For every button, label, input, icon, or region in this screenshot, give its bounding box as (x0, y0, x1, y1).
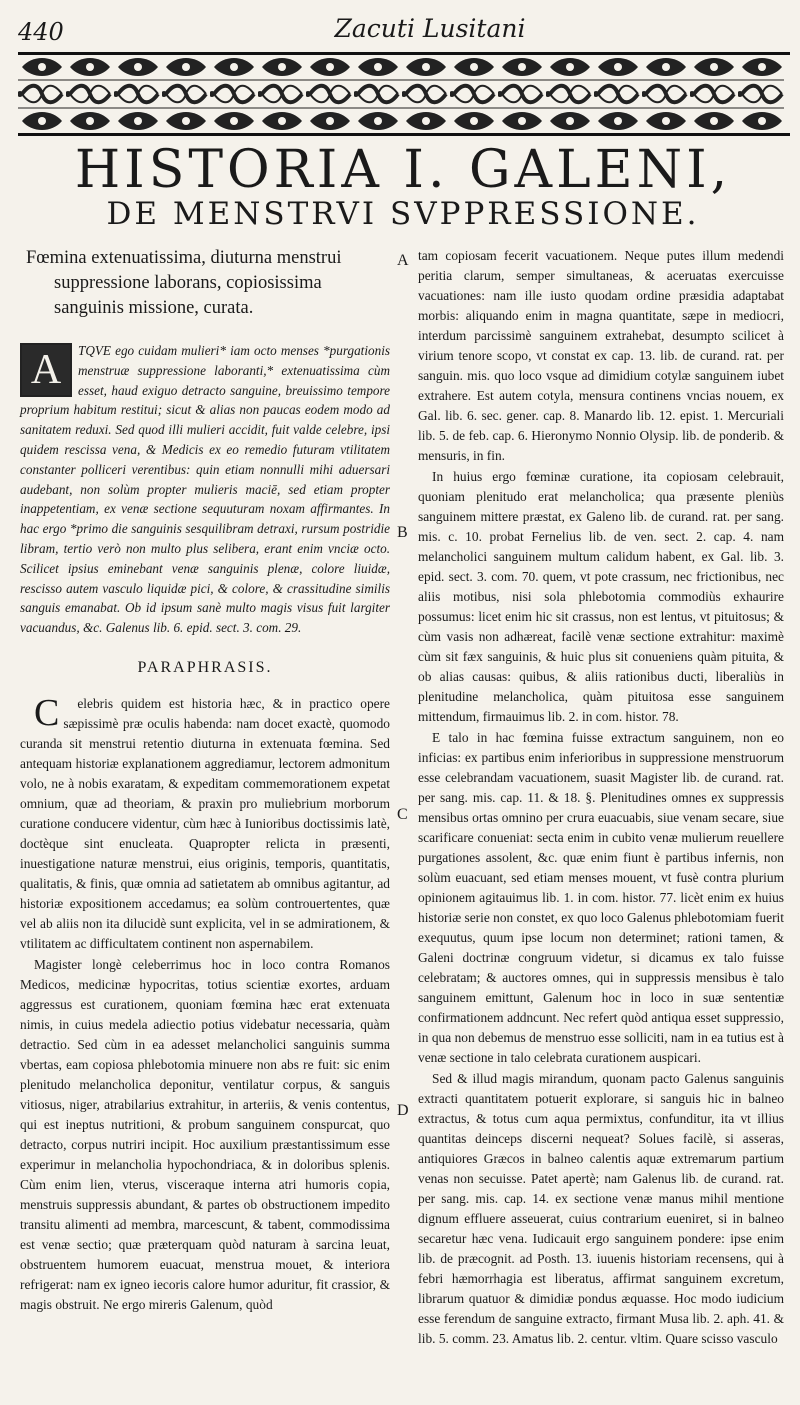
page-number: 440 (18, 18, 64, 46)
sub-title: DE MENSTRVI SVPPRESSIONE. (106, 196, 700, 232)
left-column (20, 246, 390, 1316)
ornament-pattern (18, 55, 784, 133)
running-title: Zacuti Lusitani (334, 14, 526, 43)
ornamental-band (18, 52, 790, 136)
body-paragraph: tam copiosam fecerit vacuationem. Neque putes illum medendi peritia clarum, semper simultaneas, & aceruatas exercuisse vacuationes: nam ille iusto quodam ordine præsidia adaptabat morbis: aliquando enim in magna quantitate, sæpe in mediocri, interdum parcissimè sanguinem extrahebat, desumpto scilicet à virium tenore scopo, vt constat ex cap. 13. lib. de curand. rat. per sanguin. mis. quo loco vsque ad dimidium cotylæ sanguinem iubet extrahere. Est autem cotyla, mensura continens vncias nouem, ex Gal. lib. 6. sec. gener. cap. 8. Manardo lib. 12. epist. 1. Mercuriali lib. 5. de feb. cap. 6. Hieronymo Nonnio Olysip. lib. de ponderib. & mensuris, in fin. (418, 248, 784, 463)
galen-case-text (20, 341, 390, 638)
margin-letter-c: C (397, 806, 408, 823)
body-paragraph: Sed & illud magis mirandum, quonam pacto Galenus sanguinis extracti quantitatem potuerit explorare, si sanguis hic in balneo extractus, & totus cum aqua permixtus, confunditur, ita vt illius quantitas deinceps discerni nequeat? Solues facilè, si asseras, antiquiores Græcos in balneo calentis aquæ extremarum partium venas non secuisse. Patet apertè; nam Galenus lib. de curand. rat. per sang. mis. cap. 14. ex sectione venæ manus mihil mentione dignum effluere asseuerat, cuius contrarium eueniret, si in balneo secaretur hæc vena. Iudicauit ergo sanguinem pondere: ipse enim lib. de præcognit. ad Posth. 13. iuuenis historiam recensens, qui à febri hæmorrhagia est liberatus, affirmat sanguinem excretum, librarum quatuor & dimidiæ pondus æquasse. Hoc modo iudicium esse ferendum de sanguine extracto, firmant Musa lib. 2. aph. 41. & lib. 5. comm. 23. Amatus lib. 2. centur. vltim. Quare scisso vasculo (418, 1071, 784, 1346)
summary-line-2: suppressione laborans, copiosissima (54, 273, 322, 293)
right-column (418, 246, 784, 1350)
case-text-body: TQVE ego cuidam mulieri* iam octo menses *purgationis menstruæ suppressione laboranti,* extenuatissima cùm esset, haud exiguo detracto sanguine, breuissimo tempore proprium habitum restitui; sicut & alias non paucas eodem modo ad sanitatem reduxi. Sed quod illi mulieri accidit, fuit valde celebre, ipsi quidem rescissa vena, & Medicis ex eo remedio futuram vtilitatem constanter polliceri verentibus: quin etiam nonnulli mihi aduersari audebant, non solùm propter mulieris maciē, sed etiam propter inappetentiam, ex venæ sectione sequuturam noxam affirmantes. In hac ergo *primo die sanguinis sesquilibram detraxi, rursum postridie libram, tertio verò non multo plus selibera, erant enim vnciæ octo. Scilicet ipsius eminebant venæ sanguinis plenæ, colore liuidæ, rescisso autem vasculo liquidæ pici, & colore, & crassitudine similis sanguis emanabat. Ob id ipsum sanè multo magis visus fuit largiter vacuandus, &c. Galenus lib. 6. epid. sect. 3. com. 29. (20, 343, 390, 636)
paraphrasis-paragraph: Magister longè celeberrimus hoc in loco contra Romanos Medicos, medicinæ hypocritas, totius scientiæ exortes, arduam aggressus est curationem, quoniam fœmina hæc erat extenuata nimis, in cuius medela adiectio potius videbatur necessaria, quàm detractio. Sed cùm in ea adesset melancholici sanguinis summa vbertas, eam copiosa phlebotomia minuere non abs re fuit: sic enim plenitudo melancholica deponitur, ventilatur corpus, & sanguis vitiosus, niger, atrabilarius extrahitur, in arteriis, & venis contentus, qui est ineptus nutritioni, & probum sanguinem conspurcat, quo detracto, corpus nutriri incipit. Hoc auxilium præstantissimum esse experimur in melancholia hypochondriaca, & in doloribus splenis. Cùm enim lien, vterus, visceraque interna atri humoris copia, menstruis suppressis abundant, & partes ob obstructionem impedito transitu alimenti ad membra, marcescunt, & tabent, commodissima est venæ sectio; quæ præterquam quòd naturam à sarcina leuat, obstruentem humorem euacuat, menstrua mouet, & interiora refrigerat: nam ex igneo iecoris calore humor aduritur, fit crassior, & magis obstruit. Ne ergo mireris Galenum, quòd (20, 956, 390, 1312)
margin-letter-a: A (397, 252, 409, 269)
paraphrasis-paragraph: Celebris quidem est historia hæc, & in practico opere sæpissimè præ oculis habenda: nam docet exactè, quomodo curanda sit menstrui retentio diuturna in extenuata fœmina. Sed antequam historiæ explanationem aggrediamur, lectorem admonitum volo, ne à nobis exaratam, & expeditam commemorationem expetat omnium, quæ ad theoriam, & praxin pro muliebrium morborum curatione conducere videntur, cùm hæc à Iunioribus doctissimis latè, doctèque sint enucleata. Quapropter relicta in præsenti, inuestigatione naturæ menstrui, eius originis, temporis, quantitatis, qualitatis, & finis, quæ omnia ad satietatem ab omnibus agitantur, ad historiæ expositionem accedamus; ea solùm controuertentes, quæ vel ab aliis non ita dilucidè sunt explicita, vel in se admirationem, & vtilitatem ac difficultatem continent non aspernabilem. (20, 691, 390, 951)
summary-line-3: sanguinis missione, curata. (54, 298, 254, 318)
drop-cap: A (20, 343, 72, 397)
body-paragraph: E talo in hac fœmina fuisse extractum sanguinem, non eo inficias: ex partibus enim inferioribus in suppressione menstruorum esse celebrandam vacuationem, suasit Magister lib. de curand. rat. per sang. mis. cap. 11. & 18. §. Plenitudines omnes ex suppressis mensibus ortas omnino per crura euacuabis, siue venam secare, siue scarificare conueniat: secta enim in cubito venæ mulierum reuellere purgationes assolent, &c. quæ enim fiunt è partibus infernis, non solùm euacuant, sed etiam menses mouent, vt fusè contra plurium opinionem agitauimus lib. 1. in com. histor. 77. licèt enim ex huius historiæ serie non constet, ex quo loco Galenus phlebotomiam fuerit exequutus, quum ipse locum non determinet; rationi tamen, & Galeni doctrinæ congruum videtur, si dicamus ex talo fuisse celebratam; & auctores omnes, qui in suppressis mensibus è talo sanguinem emittunt, Galenum hoc in loco in suæ sententiæ confirmationem addncunt. Nec refert quòd antiqua esset suppressio, in qua non debemus de menstruo esse solliciti, nam in ea tutius est à venæ sectione in talo celebrata curationem auspicari. (418, 730, 784, 1065)
body-paragraph: In huius ergo fœminæ curatione, ita copiosam celebrauit, quoniam plenitudo erat melancholica; qua præsente pleniùs sanguinem mittere præstat, ex Galeno lib. de curand. rat. per sang. mis. c. 10. probat Fernelius lib. de ven. sect. 2. cap. 4. nam melancholici sanguinem multum calidum habent, ex Gal. lib. 3. epid. sect. 3. com. 70. quem, vt pote crassum, nec frictionibus, nec aliis motibus, nisi sola phlebotomia commodiùs exhaurire possumus: licet enim hic sit crassus, non est lentus, vt pituitosus; & cùm vasis non adhæreat, facilè venæ sectione extrahitur: maximè cùm sit fæx sanguinis, & huic plus sit conueniens quàm pituita, & ob alias causas: quibus, & aliis rationibus ducti, liberaliùs in plenitudine melancholica, quàm pituitosa esse sanguinem mittendum, firmauimus lib. 2. in com. histor. 78. (418, 469, 784, 724)
summary-line-1: Fœmina extenuatissima, diuturna menstrui (26, 248, 342, 268)
margin-letter-d: D (397, 1102, 409, 1119)
main-title: HISTORIA I. GALENI, (74, 140, 732, 200)
paraphrasis-heading: PARAPHRASIS. (137, 658, 273, 676)
case-summary (26, 246, 390, 321)
margin-letter-b: B (397, 524, 408, 541)
